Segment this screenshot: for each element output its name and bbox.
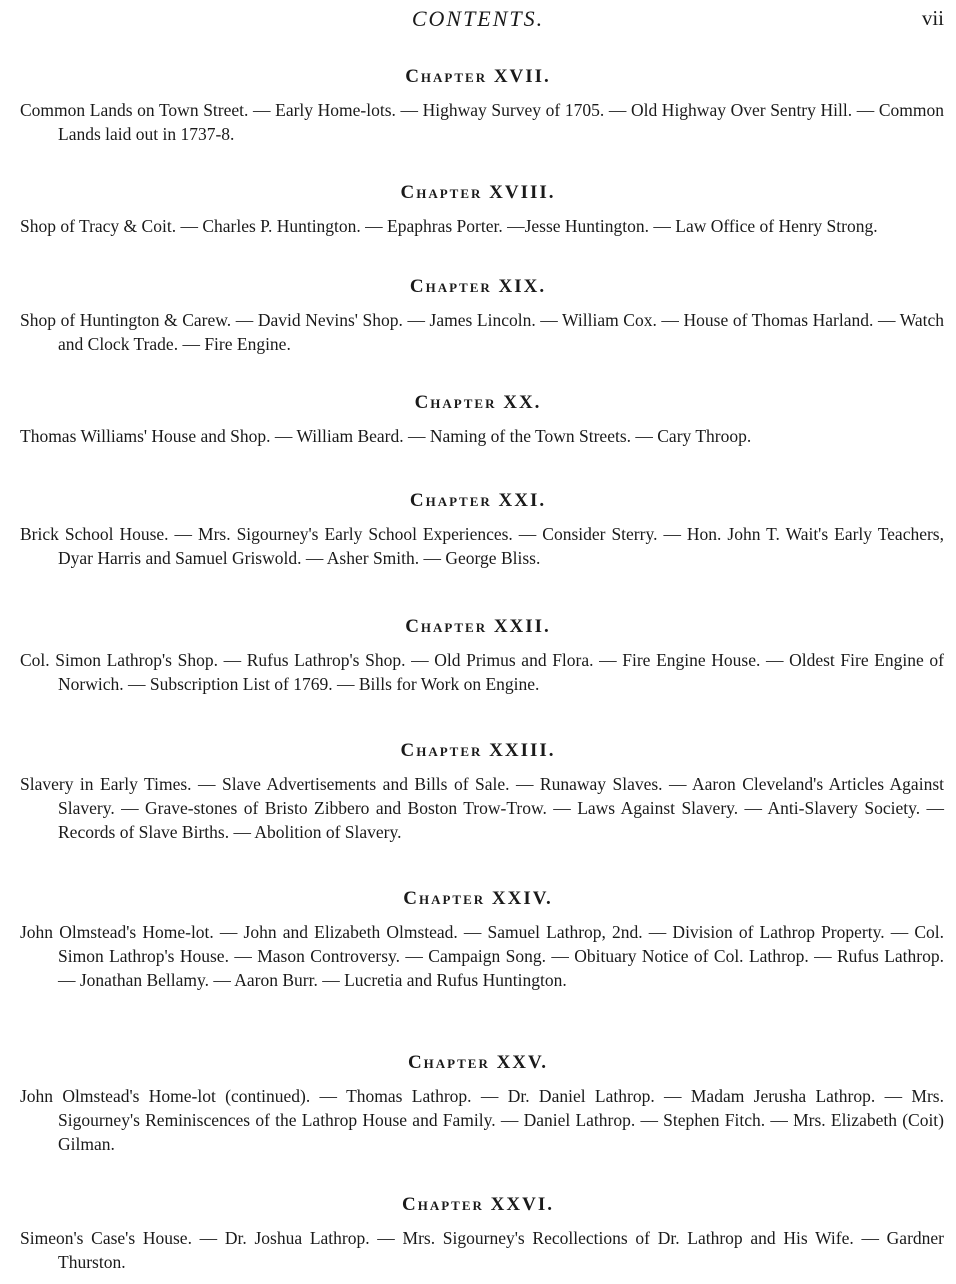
chapter-heading: Chapter XXIII. — [400, 740, 556, 761]
chapter-heading: Chapter XXIV. — [403, 888, 553, 909]
running-title: CONTENTS. — [411, 6, 545, 31]
chapter-summary: Common Lands on Town Street. — Early Home-lots. — Highway Survey of 1705. — Old Highway Over Sentry Hill. — Common Lands laid out in 1737-8. — [20, 100, 944, 144]
chapter-summary: Shop of Huntington & Carew. — David Nevins' Shop. — James Lincoln. — William Cox. — House of Thomas Harland. — Watch and Clock Trade. — Fire Engine. — [20, 310, 944, 354]
chapter-xxiv — [0, 886, 956, 992]
chapter-heading: Chapter XX. — [414, 392, 542, 413]
page-number: vii — [921, 6, 944, 30]
chapter-heading: Chapter XXII. — [405, 616, 551, 637]
chapter-heading: Chapter XXI. — [409, 490, 547, 511]
chapter-xxii — [0, 614, 956, 696]
chapter-summary: Thomas Williams' House and Shop. — William Beard. — Naming of the Town Streets. — Cary Throop. — [20, 426, 752, 446]
chapter-summary: Slavery in Early Times. — Slave Advertisements and Bills of Sale. — Runaway Slaves. — Aaron Cleveland's Articles Against Slavery. — Grave-stones of Bristo Zibbero and Boston Trow-Trow. — Laws Against Slavery. — Anti-Slavery Society. — Records of Slave Births. — Abolition of Slavery. — [20, 774, 944, 842]
chapter-xviii — [0, 180, 956, 238]
chapter-heading: Chapter XVII. — [405, 66, 551, 87]
chapter-xxvi — [0, 1192, 956, 1274]
chapter-xxv — [0, 1050, 956, 1156]
page-header — [0, 6, 956, 36]
chapter-xxiii — [0, 738, 956, 844]
chapter-heading: Chapter XIX. — [409, 276, 547, 297]
chapter-summary: John Olmstead's Home-lot (continued). — Thomas Lathrop. — Dr. Daniel Lathrop. — Madam Jerusha Lathrop. — Mrs. Sigourney's Reminiscences of the Lathrop House and Family. — Daniel Lathrop. — Stephen Fitch. — Mrs. Elizabeth (Coit) Gilman. — [20, 1086, 944, 1154]
chapter-xvii — [0, 64, 956, 146]
chapter-summary: Col. Simon Lathrop's Shop. — Rufus Lathrop's Shop. — Old Primus and Flora. — Fire Engine House. — Oldest Fire Engine of Norwich. — Subscription List of 1769. — Bills for Work on Engine. — [20, 650, 944, 694]
chapter-heading: Chapter XXVI. — [402, 1194, 554, 1215]
chapter-summary: Brick School House. — Mrs. Sigourney's Early School Experiences. — Consider Sterry. — Hon. John T. Wait's Early Teachers, Dyar Harris and Samuel Griswold. — Asher Smith. — George Bliss. — [20, 524, 944, 568]
chapter-heading: Chapter XXV. — [407, 1052, 549, 1073]
chapter-summary: Simeon's Case's House. — Dr. Joshua Lathrop. — Mrs. Sigourney's Recollections of Dr. Lathrop and His Wife. — Gardner Thurston. — [20, 1228, 944, 1272]
chapter-heading: Chapter XVIII. — [400, 182, 556, 203]
chapter-summary: John Olmstead's Home-lot. — John and Elizabeth Olmstead. — Samuel Lathrop, 2nd. — Division of Lathrop Property. — Col. Simon Lathrop's House. — Mason Controversy. — Campaign Song. — Obituary Notice of Col. Lathrop. — Rufus Lathrop. — Jonathan Bellamy. — Aaron Burr. — Lucretia and Rufus Huntington. — [20, 922, 944, 990]
chapter-xxi — [0, 488, 956, 570]
chapter-xix — [0, 274, 956, 356]
chapter-xx — [0, 390, 956, 448]
chapter-summary: Shop of Tracy & Coit. — Charles P. Huntington. — Epaphras Porter. —Jesse Huntington. — Law Office of Henry Strong. — [20, 216, 878, 236]
